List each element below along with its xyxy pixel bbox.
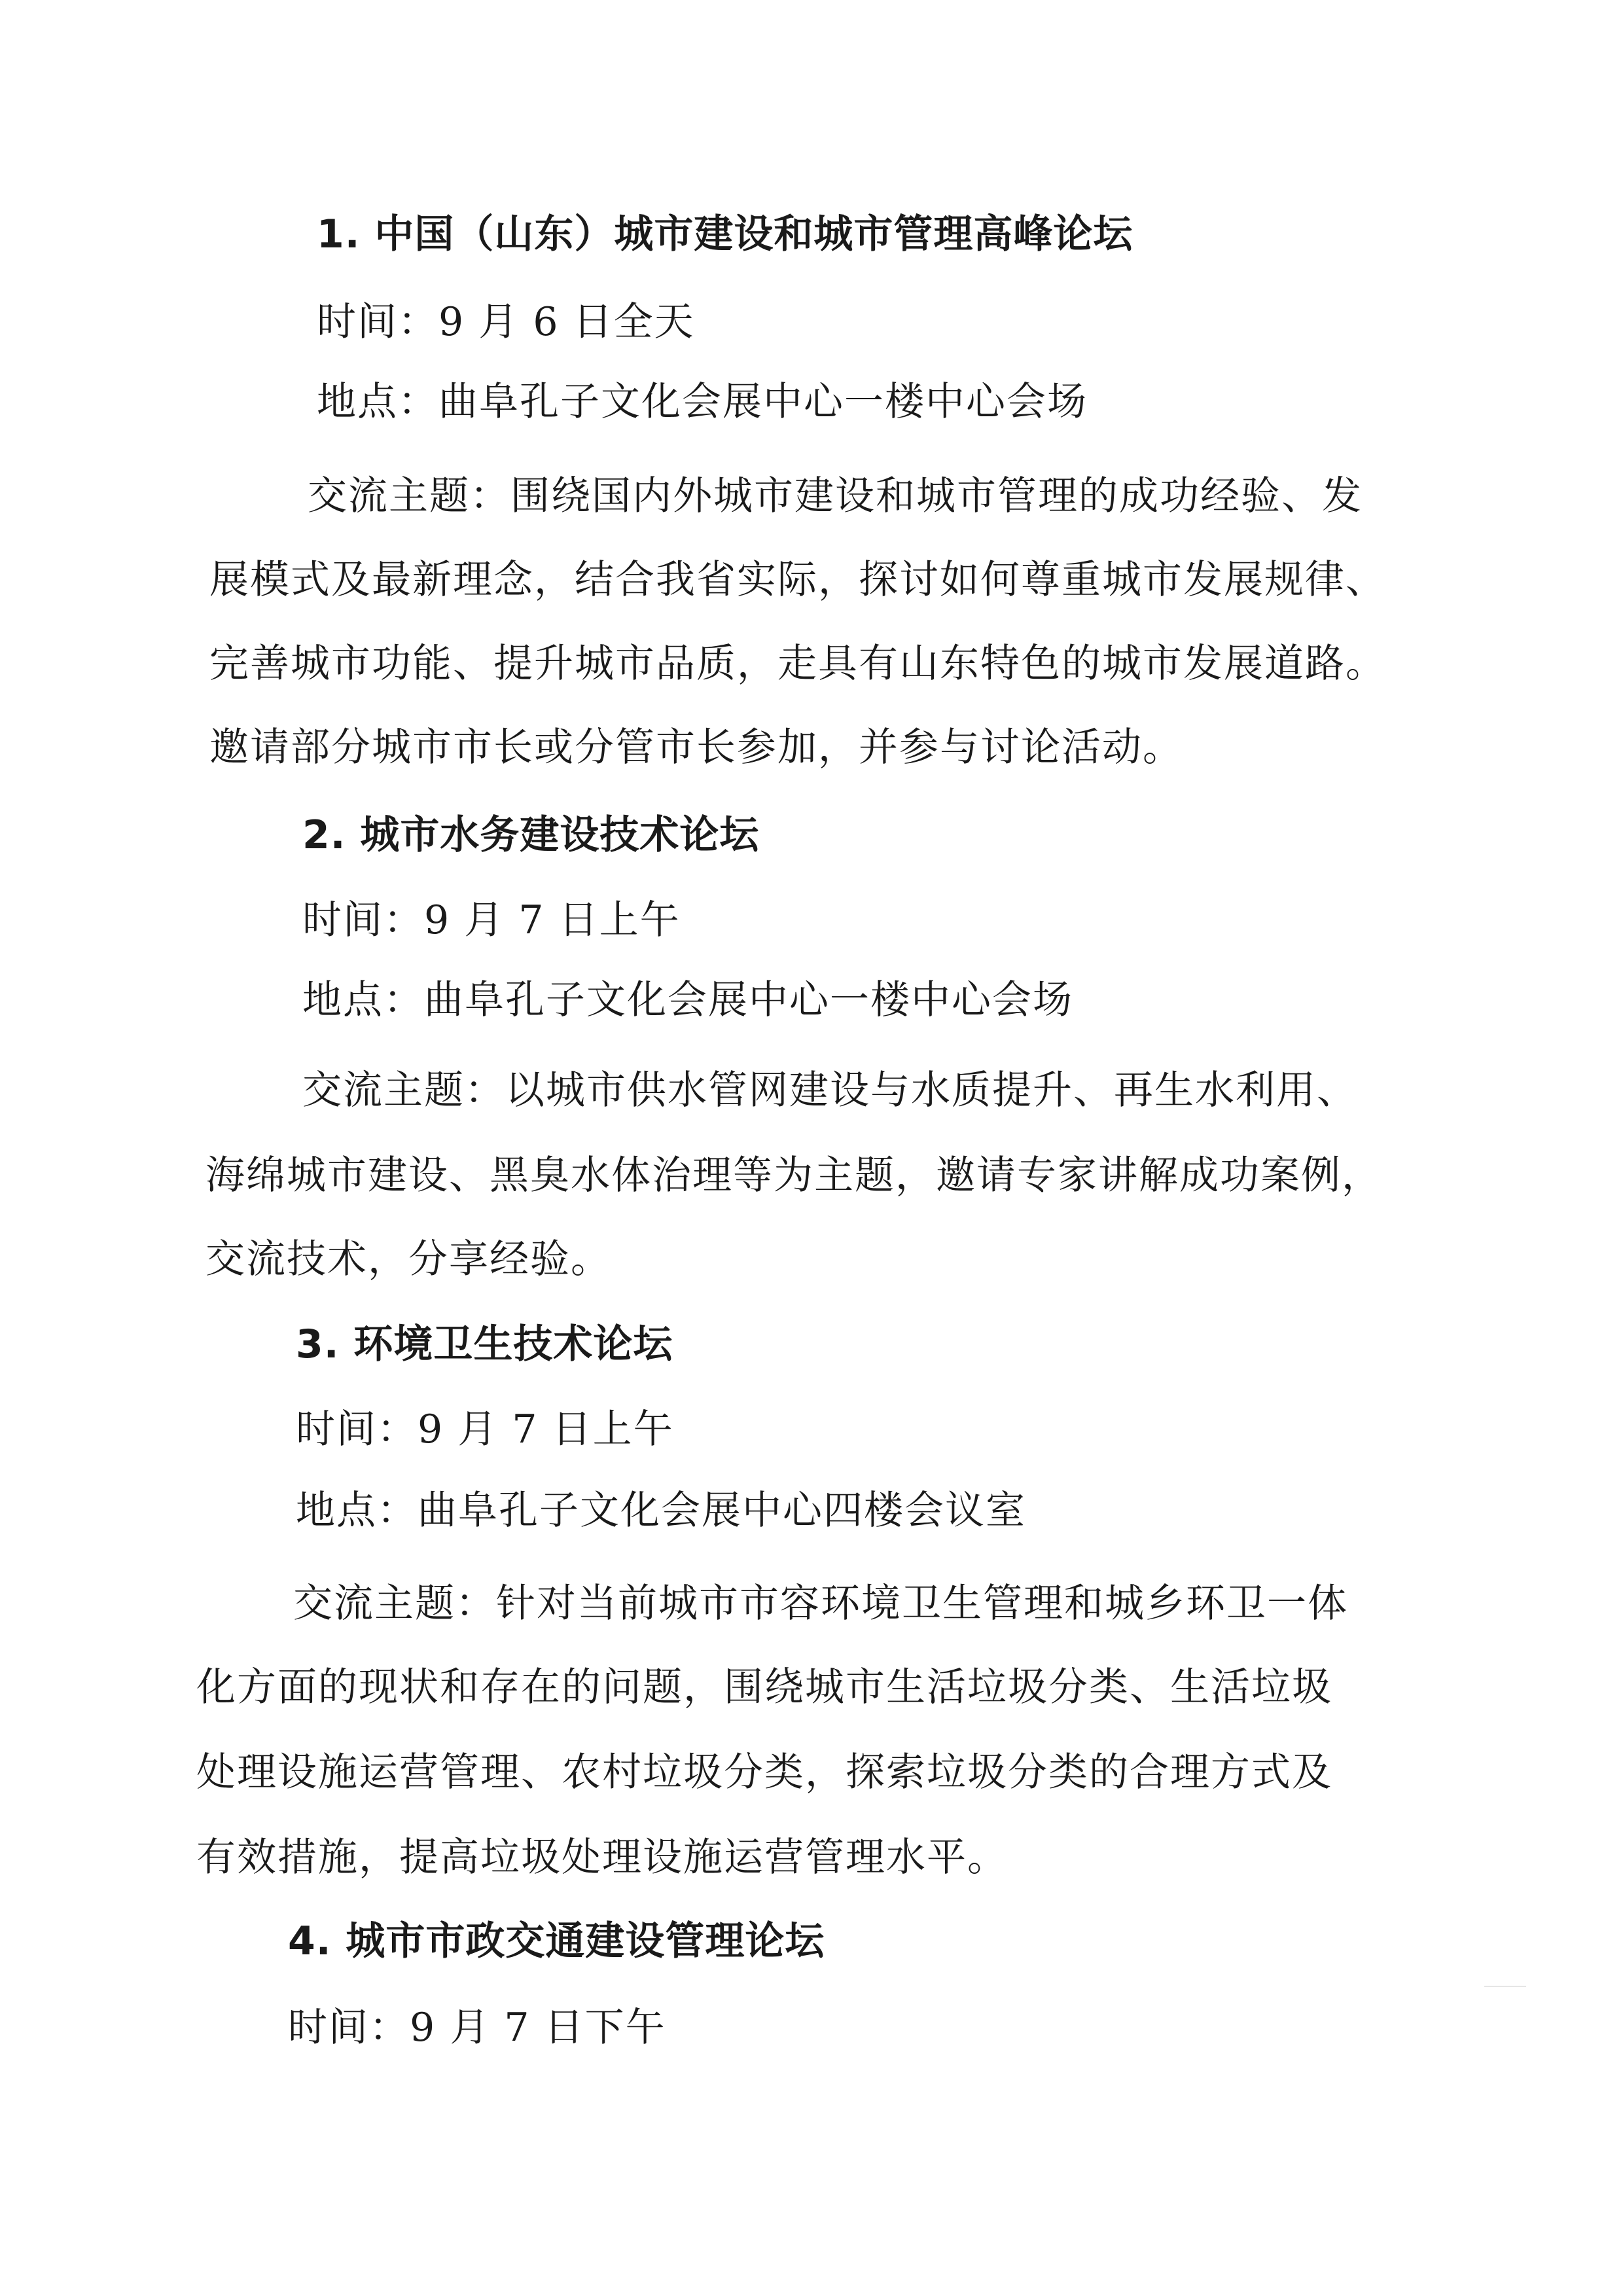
forum-3-topic-line-4: 有效措施，提高垃圾处理设施运营管理水平。 xyxy=(196,1835,1008,1880)
forum-1-time: 时间：9 月 6 日全天 xyxy=(317,299,695,345)
forum-1-topic-line-3: 完善城市功能、提升城市品质，走具有山东特色的城市发展道路。 xyxy=(209,641,1386,687)
forum-1-title: 1. 中国（山东）城市建设和城市管理高峰论坛 xyxy=(317,211,1133,257)
forum-1-place: 地点：曲阜孔子文化会展中心一楼中心会场 xyxy=(317,379,1088,425)
forum-2-place: 地点：曲阜孔子文化会展中心一楼中心会场 xyxy=(302,977,1073,1023)
forum-3-title: 3. 环境卫生技术论坛 xyxy=(296,1321,673,1367)
forum-2-title: 2. 城市水务建设技术论坛 xyxy=(302,812,760,858)
forum-3-topic-line-1: 交流主题：针对当前城市市容环境卫生管理和城乡环卫一体 xyxy=(293,1581,1348,1626)
forum-2-topic-line-2: 海绵城市建设、黑臭水体治理等为主题，邀请专家讲解成功案例， xyxy=(205,1153,1382,1198)
forum-3-topic-line-3: 处理设施运营管理、农村垃圾分类，探索垃圾分类的合理方式及 xyxy=(196,1749,1332,1795)
forum-3-place: 地点：曲阜孔子文化会展中心四楼会议室 xyxy=(296,1488,1026,1534)
forum-1-topic-line-1: 交流主题：围绕国内外城市建设和城市管理的成功经验、发 xyxy=(308,473,1363,519)
forum-1-topic-line-4: 邀请部分城市市长或分管市长参加，并参与讨论活动。 xyxy=(209,725,1183,770)
forum-4-title: 4. 城市市政交通建设管理论坛 xyxy=(288,1918,825,1964)
forum-1-topic-line-2: 展模式及最新理念，结合我省实际，探讨如何尊重城市发展规律、 xyxy=(209,557,1386,603)
forum-2-time: 时间：9 月 7 日上午 xyxy=(302,897,681,943)
forum-3-topic-line-2: 化方面的现状和存在的问题，围绕城市生活垃圾分类、生活垃圾 xyxy=(196,1664,1332,1710)
scan-artifact xyxy=(1484,1986,1526,1987)
forum-3-time: 时间：9 月 7 日上午 xyxy=(296,1407,674,1452)
forum-4-time: 时间：9 月 7 日下午 xyxy=(288,2005,666,2051)
forum-2-topic-line-1: 交流主题：以城市供水管网建设与水质提升、再生水利用、 xyxy=(302,1067,1357,1113)
forum-2-topic-line-3: 交流技术，分享经验。 xyxy=(205,1236,611,1282)
